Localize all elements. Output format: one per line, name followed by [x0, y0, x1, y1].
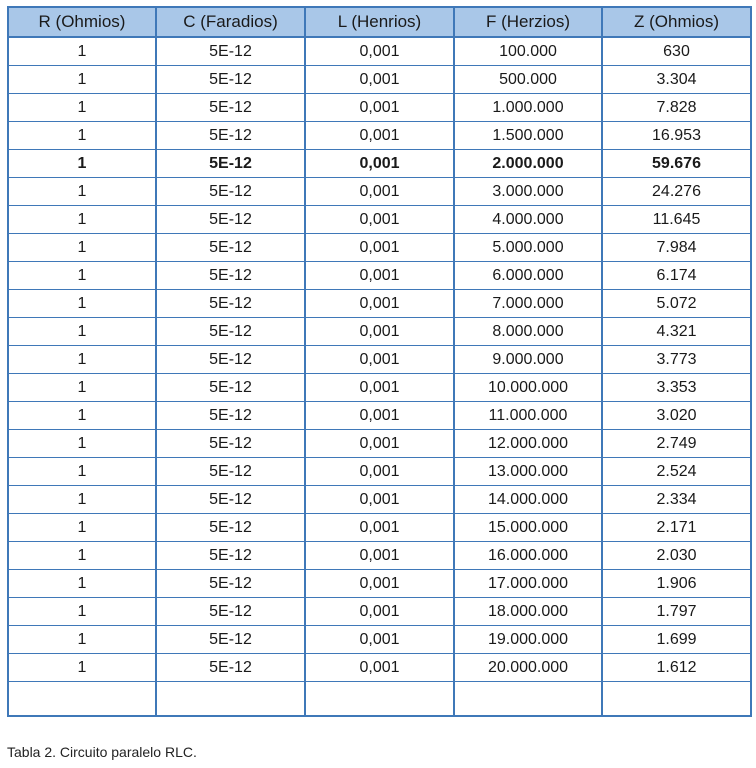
inductance-cell: 0,001 [305, 458, 454, 486]
resistance-cell: 1 [8, 178, 156, 206]
impedance-cell: 3.304 [602, 66, 751, 94]
table-row [8, 66, 751, 94]
capacitance-cell: 5E-12 [156, 94, 305, 122]
resistance-cell: 1 [8, 598, 156, 626]
frequency-cell: 9.000.000 [454, 346, 602, 374]
inductance-cell: 0,001 [305, 37, 454, 66]
capacitance-cell: 5E-12 [156, 430, 305, 458]
frequency-cell: 8.000.000 [454, 318, 602, 346]
frequency-cell: 12.000.000 [454, 430, 602, 458]
table-row [8, 486, 751, 514]
resistance-cell: 1 [8, 262, 156, 290]
resistance-cell: 1 [8, 318, 156, 346]
capacitance-cell: 5E-12 [156, 374, 305, 402]
table-header-row [8, 7, 751, 37]
table-body [8, 37, 751, 716]
capacitance-cell: 5E-12 [156, 122, 305, 150]
frequency-cell: 4.000.000 [454, 206, 602, 234]
impedance-cell: 4.321 [602, 318, 751, 346]
resistance-cell: 1 [8, 290, 156, 318]
header-inductance: L (Henrios) [305, 7, 454, 37]
frequency-cell: 6.000.000 [454, 262, 602, 290]
header-impedance: Z (Ohmios) [602, 7, 751, 37]
header-frequency: F (Herzios) [454, 7, 602, 37]
frequency-cell: 17.000.000 [454, 570, 602, 598]
table-row [8, 94, 751, 122]
resistance-cell: 1 [8, 234, 156, 262]
rlc-table [7, 6, 752, 717]
table-row [8, 178, 751, 206]
capacitance-cell: 5E-12 [156, 318, 305, 346]
table-row [8, 626, 751, 654]
inductance-cell: 0,001 [305, 178, 454, 206]
impedance-cell: 3.773 [602, 346, 751, 374]
table-caption: Tabla 2. Circuito paralelo RLC. [7, 744, 197, 760]
resistance-cell: 1 [8, 542, 156, 570]
impedance-cell: 3.353 [602, 374, 751, 402]
impedance-cell: 1.797 [602, 598, 751, 626]
table-row [8, 570, 751, 598]
capacitance-cell: 5E-12 [156, 626, 305, 654]
frequency-cell: 16.000.000 [454, 542, 602, 570]
table-row [8, 542, 751, 570]
resistance-cell: 1 [8, 346, 156, 374]
table-row [8, 514, 751, 542]
resistance-cell: 1 [8, 486, 156, 514]
impedance-cell: 2.030 [602, 542, 751, 570]
impedance-cell: 5.072 [602, 290, 751, 318]
impedance-cell: 2.524 [602, 458, 751, 486]
inductance-cell: 0,001 [305, 430, 454, 458]
table-row [8, 37, 751, 66]
table-row [8, 318, 751, 346]
table-row [8, 598, 751, 626]
inductance-cell: 0,001 [305, 122, 454, 150]
capacitance-cell: 5E-12 [156, 346, 305, 374]
capacitance-cell: 5E-12 [156, 654, 305, 682]
capacitance-cell: 5E-12 [156, 570, 305, 598]
impedance-cell: 6.174 [602, 262, 751, 290]
resistance-cell: 1 [8, 150, 156, 178]
impedance-cell: 2.749 [602, 430, 751, 458]
resistance-cell: 1 [8, 402, 156, 430]
frequency-cell: 5.000.000 [454, 234, 602, 262]
table-row [8, 402, 751, 430]
capacitance-cell: 5E-12 [156, 458, 305, 486]
capacitance-cell: 5E-12 [156, 514, 305, 542]
resistance-cell: 1 [8, 654, 156, 682]
capacitance-cell: 5E-12 [156, 37, 305, 66]
impedance-cell: 2.171 [602, 514, 751, 542]
frequency-cell: 10.000.000 [454, 374, 602, 402]
table-row [8, 234, 751, 262]
resistance-cell: 1 [8, 94, 156, 122]
capacitance-cell: 5E-12 [156, 206, 305, 234]
inductance-cell: 0,001 [305, 150, 454, 178]
capacitance-cell: 5E-12 [156, 402, 305, 430]
inductance-cell: 0,001 [305, 206, 454, 234]
table-row [8, 150, 751, 178]
header-capacitance: C (Faradios) [156, 7, 305, 37]
table-row [8, 374, 751, 402]
empty-table-row [8, 682, 751, 717]
impedance-cell: 7.984 [602, 234, 751, 262]
impedance-cell: 7.828 [602, 94, 751, 122]
empty-cell [8, 682, 156, 717]
empty-cell [454, 682, 602, 717]
impedance-cell: 1.906 [602, 570, 751, 598]
inductance-cell: 0,001 [305, 542, 454, 570]
capacitance-cell: 5E-12 [156, 150, 305, 178]
table-row [8, 346, 751, 374]
impedance-cell: 630 [602, 37, 751, 66]
capacitance-cell: 5E-12 [156, 542, 305, 570]
inductance-cell: 0,001 [305, 486, 454, 514]
capacitance-cell: 5E-12 [156, 262, 305, 290]
resistance-cell: 1 [8, 122, 156, 150]
resistance-cell: 1 [8, 66, 156, 94]
frequency-cell: 20.000.000 [454, 654, 602, 682]
resistance-cell: 1 [8, 37, 156, 66]
table-row [8, 290, 751, 318]
empty-cell [602, 682, 751, 717]
frequency-cell: 19.000.000 [454, 626, 602, 654]
frequency-cell: 15.000.000 [454, 514, 602, 542]
table-row [8, 206, 751, 234]
empty-cell [156, 682, 305, 717]
inductance-cell: 0,001 [305, 402, 454, 430]
impedance-cell: 2.334 [602, 486, 751, 514]
frequency-cell: 500.000 [454, 66, 602, 94]
impedance-cell: 1.612 [602, 654, 751, 682]
table-row [8, 262, 751, 290]
frequency-cell: 1.000.000 [454, 94, 602, 122]
capacitance-cell: 5E-12 [156, 598, 305, 626]
resistance-cell: 1 [8, 206, 156, 234]
impedance-cell: 59.676 [602, 150, 751, 178]
inductance-cell: 0,001 [305, 374, 454, 402]
frequency-cell: 14.000.000 [454, 486, 602, 514]
impedance-cell: 3.020 [602, 402, 751, 430]
impedance-cell: 24.276 [602, 178, 751, 206]
capacitance-cell: 5E-12 [156, 234, 305, 262]
empty-cell [305, 682, 454, 717]
impedance-cell: 1.699 [602, 626, 751, 654]
inductance-cell: 0,001 [305, 234, 454, 262]
resistance-cell: 1 [8, 458, 156, 486]
impedance-cell: 11.645 [602, 206, 751, 234]
resistance-cell: 1 [8, 374, 156, 402]
header-resistance: R (Ohmios) [8, 7, 156, 37]
resistance-cell: 1 [8, 514, 156, 542]
table-row [8, 430, 751, 458]
frequency-cell: 2.000.000 [454, 150, 602, 178]
inductance-cell: 0,001 [305, 626, 454, 654]
inductance-cell: 0,001 [305, 66, 454, 94]
inductance-cell: 0,001 [305, 570, 454, 598]
table-row [8, 654, 751, 682]
capacitance-cell: 5E-12 [156, 290, 305, 318]
resistance-cell: 1 [8, 626, 156, 654]
inductance-cell: 0,001 [305, 94, 454, 122]
inductance-cell: 0,001 [305, 598, 454, 626]
rlc-table-container [7, 6, 750, 717]
inductance-cell: 0,001 [305, 262, 454, 290]
inductance-cell: 0,001 [305, 654, 454, 682]
frequency-cell: 1.500.000 [454, 122, 602, 150]
inductance-cell: 0,001 [305, 318, 454, 346]
inductance-cell: 0,001 [305, 290, 454, 318]
resistance-cell: 1 [8, 430, 156, 458]
capacitance-cell: 5E-12 [156, 66, 305, 94]
capacitance-cell: 5E-12 [156, 178, 305, 206]
frequency-cell: 18.000.000 [454, 598, 602, 626]
frequency-cell: 7.000.000 [454, 290, 602, 318]
table-row [8, 122, 751, 150]
resistance-cell: 1 [8, 570, 156, 598]
frequency-cell: 13.000.000 [454, 458, 602, 486]
impedance-cell: 16.953 [602, 122, 751, 150]
table-row [8, 458, 751, 486]
capacitance-cell: 5E-12 [156, 486, 305, 514]
inductance-cell: 0,001 [305, 346, 454, 374]
frequency-cell: 3.000.000 [454, 178, 602, 206]
inductance-cell: 0,001 [305, 514, 454, 542]
frequency-cell: 100.000 [454, 37, 602, 66]
frequency-cell: 11.000.000 [454, 402, 602, 430]
